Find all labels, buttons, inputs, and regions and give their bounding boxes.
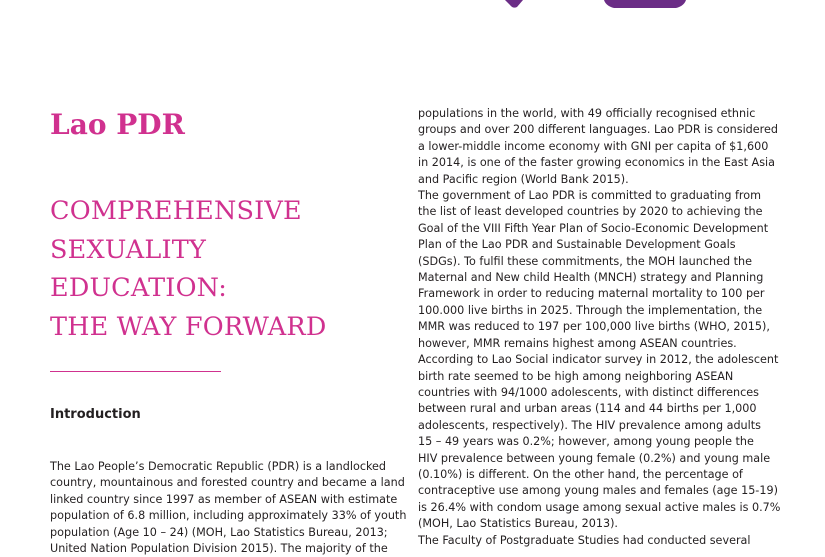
left-column-text (50, 459, 405, 557)
body-line: contraceptive use among young males and females (age 15-19) (418, 484, 778, 498)
body-line: and Pacific region (World Bank 2015). (418, 172, 629, 186)
body-line: HIV prevalence between young female (0.2%) and young male (418, 451, 771, 465)
body-line: (0.10%) is different. On the other hand, the percentage of (418, 467, 743, 481)
body-line: The government of Lao PDR is committed to graduating from (418, 189, 762, 203)
body-line: Framework in order to reducing maternal mortality to 100 per (418, 287, 765, 301)
body-line: groups and over 200 different languages. Lao PDR is considered (418, 123, 779, 137)
right-column-text (418, 106, 783, 549)
body-line: Maternal and New child Health (MNCH) strategy and Planning (418, 271, 764, 285)
partial-logo-badge-icon (604, 0, 686, 9)
main-title-line: SEXUALITY (50, 234, 207, 265)
body-line: population (Age 10 – 24) (MOH, Lao Statistics Bureau, 2013; (50, 525, 388, 539)
main-title-line: EDUCATION: (50, 273, 228, 303)
body-line: country, mountainous and forested country and became a land (50, 476, 405, 490)
title-divider (50, 371, 221, 372)
body-line: 100.000 live births in 2025. Through the implementation, the (418, 303, 763, 317)
body-line: (MOH, Lao Statistics Bureau, 2013). (418, 517, 618, 531)
body-line: According to Lao Social indicator survey in 2012, the adolescent (418, 353, 779, 367)
main-title-line: COMPREHENSIVE (50, 196, 302, 226)
body-line: in 2014, is one of the faster growing economics in the East Asia (418, 156, 775, 170)
body-line: MMR was reduced to 197 per 100,000 live births (WHO, 2015), (418, 320, 770, 334)
body-line: between rural and urban areas (114 and 44 births per 1,000 (418, 402, 757, 416)
body-line: linked country since 1997 as member of ASEAN with estimate (50, 492, 398, 506)
body-line: countries with 94/1000 adolescents, with distinct differences (418, 385, 759, 399)
body-line: birth rate seemed to be high among neighboring ASEAN (418, 369, 734, 383)
body-line: United Nation Population Division 2015). The majority of the (50, 542, 388, 556)
body-line: populations in the world, with 49 officially recognised ethnic (418, 107, 756, 120)
main-title (50, 192, 326, 346)
body-line: The Lao People’s Democratic Republic (PDR) is a landlocked (50, 460, 387, 473)
introduction-heading: Introduction (50, 407, 141, 422)
body-line: Goal of the VIII Fifth Year Plan of Socio-Economic Development (418, 221, 769, 235)
country-title: Lao PDR (50, 108, 185, 141)
body-line: (SDGs). To fulfil these commitments, the MOH launched the (418, 254, 752, 268)
body-line: the list of least developed countries by 2020 to achieving the (418, 205, 763, 219)
body-line: adolescents, respectively). The HIV prevalence among adults (418, 418, 761, 432)
body-line: population of 6.8 million, including approximately 33% of youth (50, 509, 407, 523)
body-line: a lower-middle income economy with GNI per capita of $1,600 (418, 139, 769, 153)
body-line: is 26.4% with condom usage among sexual active males is 0.7% (418, 500, 781, 514)
body-line: The Faculty of Postgraduate Studies had conducted several (418, 533, 751, 547)
body-line: Plan of the Lao PDR and Sustainable Development Goals (418, 238, 736, 252)
body-line: 15 – 49 years was 0.2%; however, among young people the (418, 435, 754, 449)
partial-logo-mark-icon (505, 0, 523, 8)
main-title-line: THE WAY FORWARD (50, 311, 327, 342)
body-line: however, MMR remains highest among ASEAN countries. (418, 336, 737, 350)
